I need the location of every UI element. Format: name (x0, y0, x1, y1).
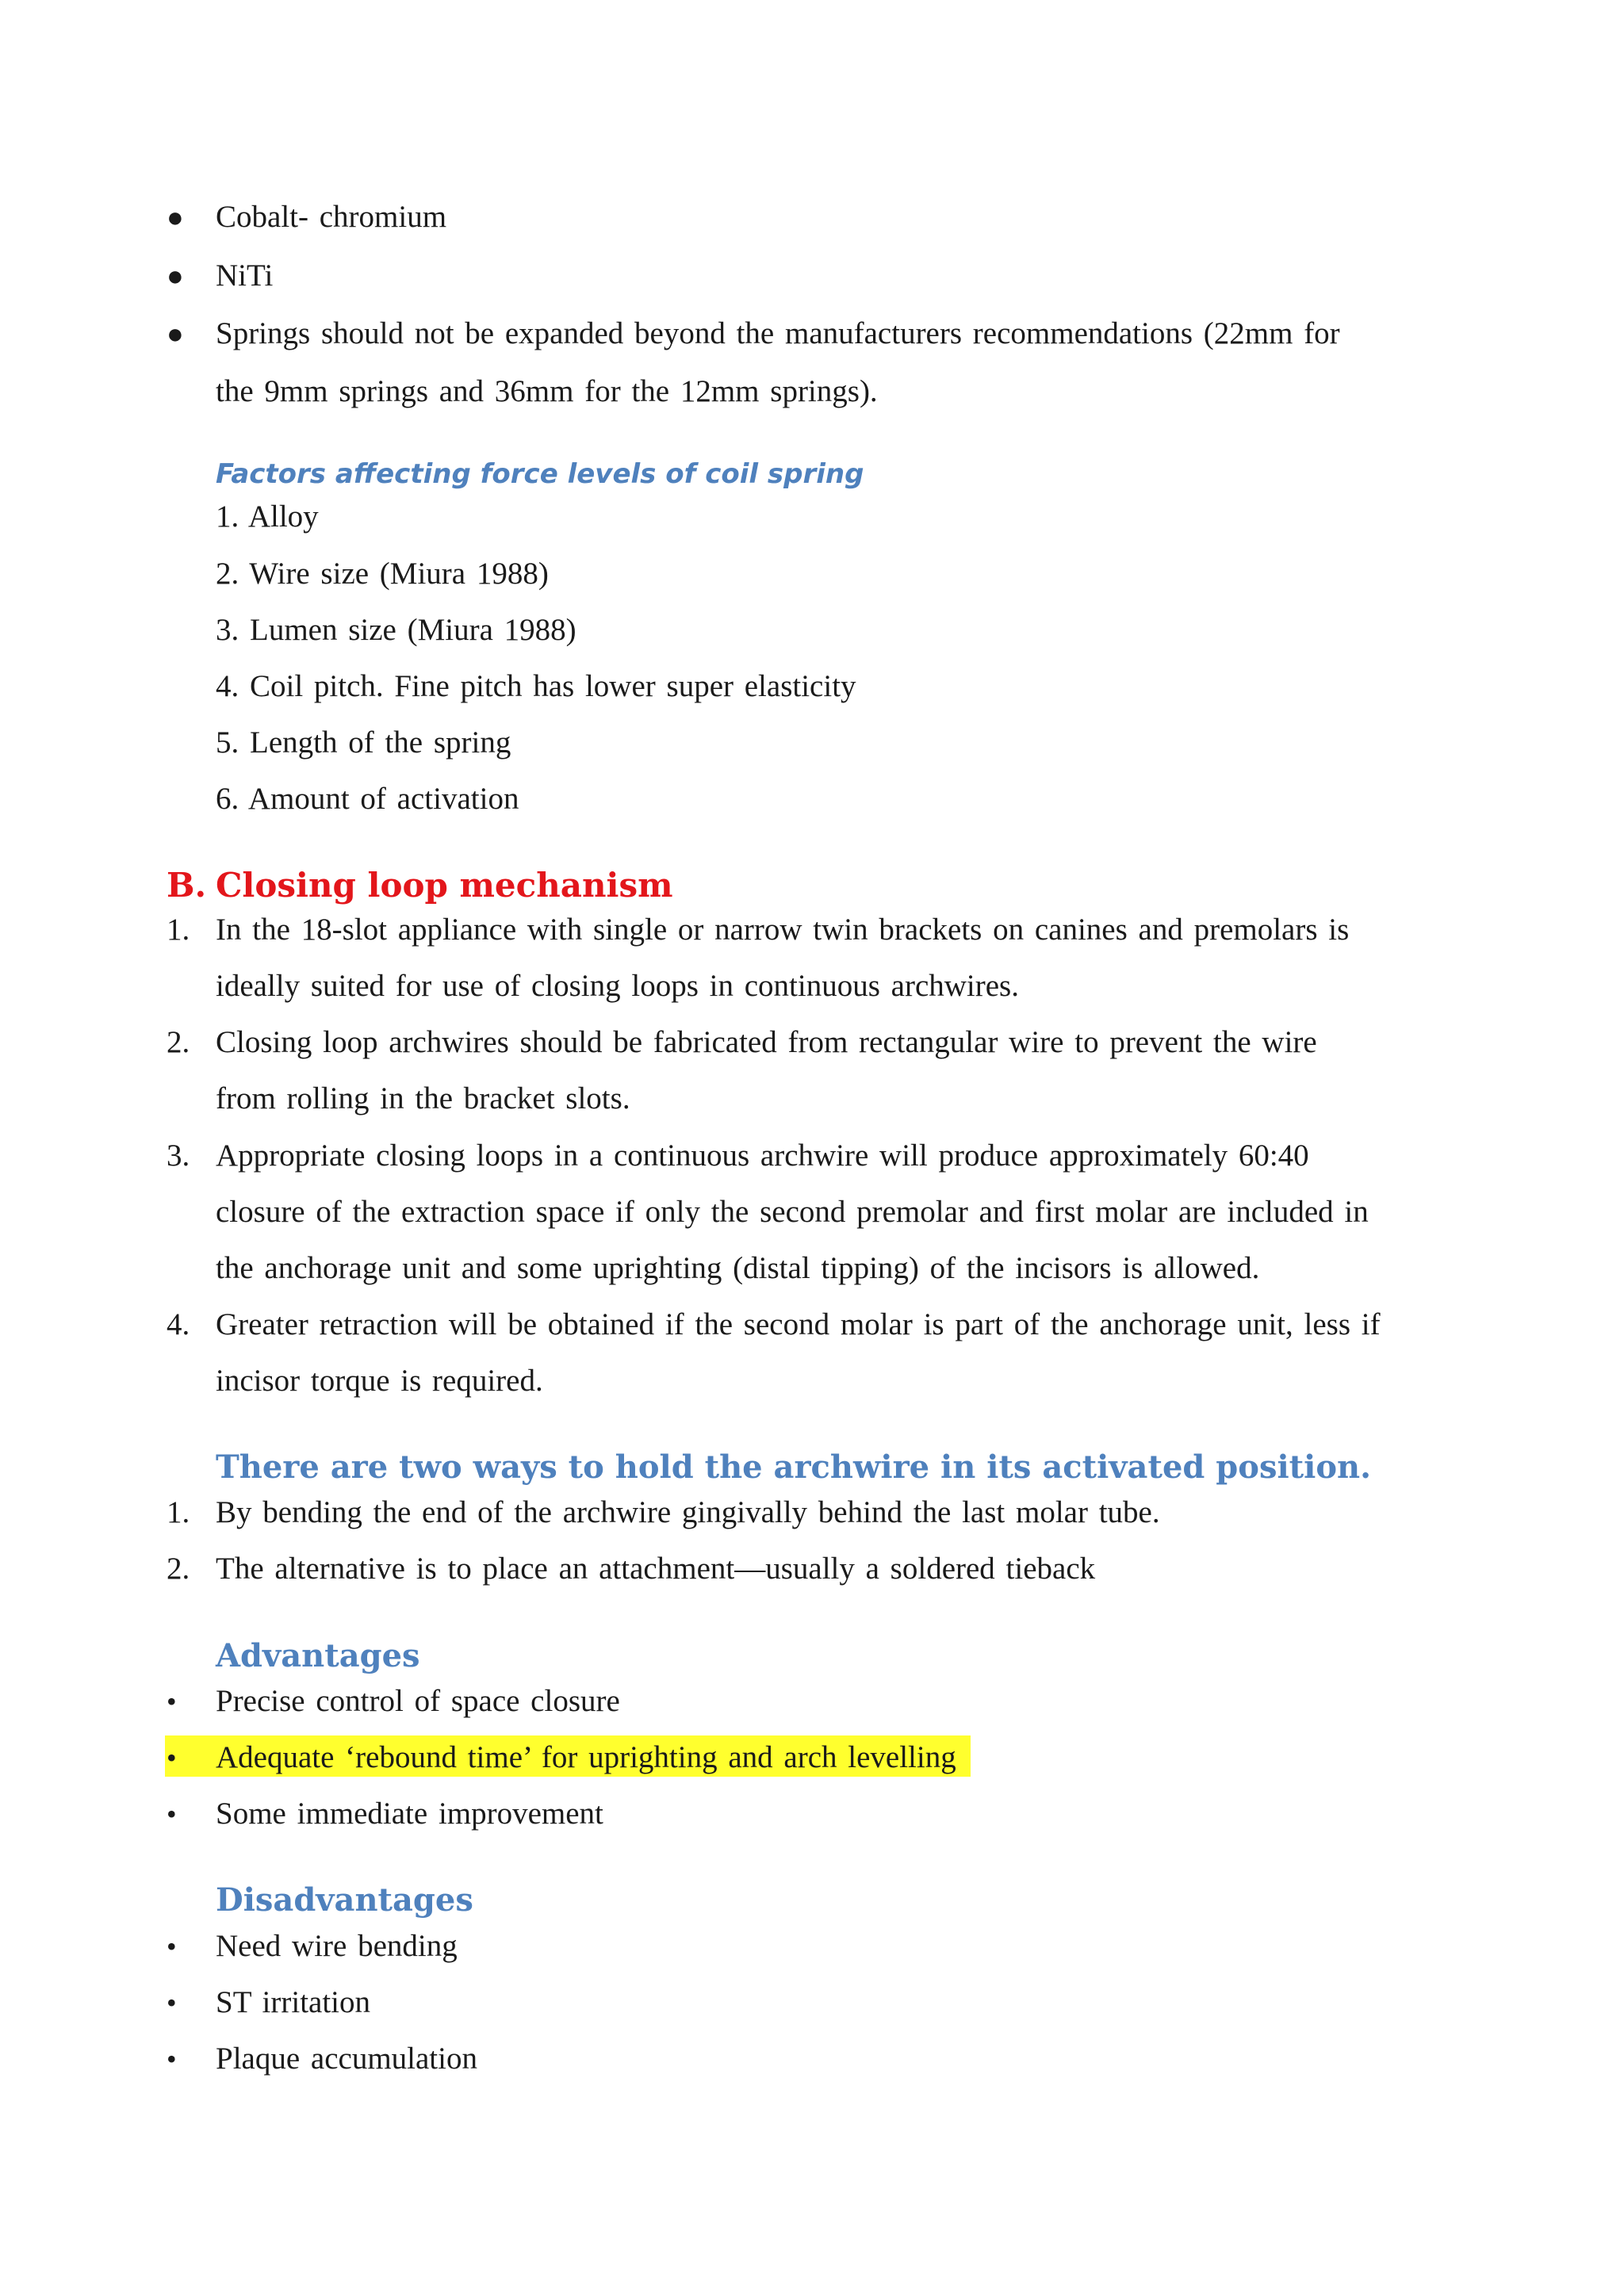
point-number: 4. (167, 1307, 190, 1341)
bullet-icon: • (167, 2043, 177, 2075)
section-heading: Closing loop mechanism (216, 866, 673, 905)
point-line: In the 18-slot appliance with single or narrow twin brackets on canines and premolars is (216, 913, 1350, 947)
point-number: 3. (167, 1138, 190, 1173)
point-line: Appropriate closing loops in a continuous archwire will produce approximately 60:40 (216, 1138, 1309, 1173)
advantages-heading: Advantages (216, 1637, 420, 1674)
point-line: closure of the extraction space if only the second premolar and first molar are included in (216, 1195, 1369, 1229)
section-letter: B. (167, 866, 207, 905)
bullet-icon: • (167, 1798, 177, 1830)
way-number: 1. (167, 1495, 190, 1529)
disadvantage-item: Need wire bending (216, 1929, 458, 1963)
bullet-icon: ● (167, 318, 184, 350)
factor-item: 1. Alloy (216, 499, 319, 534)
point-line: incisor torque is required. (216, 1364, 543, 1398)
disadvantages-heading: Disadvantages (216, 1881, 473, 1919)
springs-note-line-2: the 9mm springs and 36mm for the 12mm springs). (216, 374, 878, 408)
factor-item: 6. Amount of activation (216, 782, 519, 816)
disadvantage-item: Plaque accumulation (216, 2042, 477, 2076)
advantage-item: Some immediate improvement (216, 1797, 603, 1831)
way-text: By bending the end of the archwire gingivally behind the last molar tube. (216, 1495, 1160, 1529)
bullet-icon: ● (167, 201, 184, 233)
advantage-item: Precise control of space closure (216, 1684, 620, 1718)
list-item: NiTi (216, 258, 274, 293)
point-number: 2. (167, 1025, 190, 1059)
bullet-icon: • (167, 1742, 177, 1774)
factor-item: 3. Lumen size (Miura 1988) (216, 613, 576, 647)
bullet-icon: • (167, 1686, 177, 1717)
point-line: Closing loop archwires should be fabricated from rectangular wire to prevent the wire (216, 1025, 1317, 1059)
advantage-item-highlighted: Adequate ‘rebound time’ for uprighting and arch levelling (216, 1740, 956, 1774)
way-number: 2. (167, 1552, 190, 1586)
point-number: 1. (167, 913, 190, 947)
point-line: ideally suited for use of closing loops in continuous archwires. (216, 969, 1019, 1003)
factor-item: 4. Coil pitch. Fine pitch has lower super elasticity (216, 669, 856, 703)
point-line: from rolling in the bracket slots. (216, 1081, 630, 1115)
factor-item: 5. Length of the spring (216, 725, 511, 760)
factors-heading: Factors affecting force levels of coil spring (216, 458, 864, 490)
bullet-icon: ● (167, 260, 184, 292)
list-item: Cobalt- chromium (216, 200, 447, 234)
point-line: Greater retraction will be obtained if the second molar is part of the anchorage unit, less if (216, 1307, 1381, 1341)
bullet-icon: • (167, 1931, 177, 1962)
disadvantage-item: ST irritation (216, 1985, 371, 2019)
hold-archwire-heading: There are two ways to hold the archwire in its activated position. (216, 1448, 1372, 1486)
factor-item: 2. Wire size (Miura 1988) (216, 557, 549, 591)
springs-note-line-1: Springs should not be expanded beyond the manufacturers recommendations (22mm for (216, 316, 1340, 350)
way-text: The alternative is to place an attachment—usually a soldered tieback (216, 1552, 1096, 1586)
point-line: the anchorage unit and some uprighting (distal tipping) of the incisors is allowed. (216, 1251, 1260, 1285)
bullet-icon: • (167, 1987, 177, 2019)
